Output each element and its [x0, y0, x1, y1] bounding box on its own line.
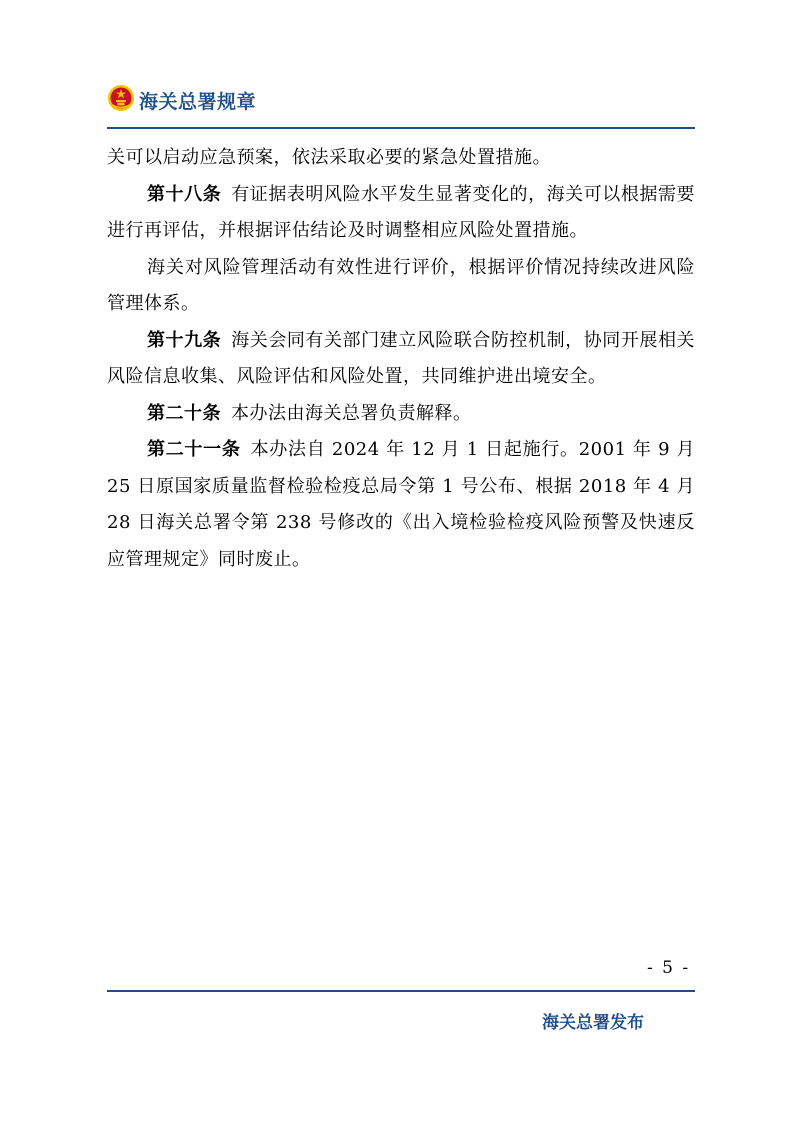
- article-number: 第十八条: [147, 183, 222, 205]
- article-21: [107, 432, 695, 578]
- article-18: [107, 177, 695, 250]
- article-number: 第十九条: [147, 329, 222, 351]
- paragraph: [107, 250, 695, 323]
- page-header: [107, 82, 695, 118]
- document-body: [107, 140, 695, 578]
- article-20: [107, 396, 695, 433]
- article-number: 第二十一条: [147, 439, 241, 460]
- article-text: 本办法自 2024 年 12 月 1 日起施行。2001 年 9 月 25 日原国家质量监督检验检疫总局令第 1 号公布、根据 2018 年 4 月 28 日海关总署令第 238 号修改的《出入境检验检疫风险预警及快速反应管理规定》同时废止。: [107, 439, 696, 570]
- paragraph-continuation: [107, 140, 695, 177]
- article-19: [107, 323, 695, 396]
- article-text: 本办法由海关总署负责解释。: [231, 402, 472, 424]
- footer-divider: [107, 990, 695, 992]
- national-emblem-icon: [107, 84, 135, 112]
- article-text: 海关会同有关部门建立风险联合防控机制，协同开展相关风险信息收集、风险评估和风险处置，共同维护进出境安全。: [107, 329, 696, 387]
- article-number: 第二十条: [147, 402, 221, 424]
- article-text: 有证据表明风险水平发生显著变化的，海关可以根据需要进行再评估，并根据评估结论及时调整相应风险处置措施。: [107, 183, 696, 241]
- paragraph-text: 海关对风险管理活动有效性进行评价，根据评价情况持续改进风险管理体系。: [107, 256, 695, 314]
- footer-publisher: 海关总署发布: [542, 1013, 644, 1033]
- header-title: 海关总署规章: [139, 91, 257, 113]
- page-number: - 5 -: [647, 958, 691, 978]
- paragraph-text: 关可以启动应急预案，依法采取必要的紧急处置措施。: [107, 147, 551, 168]
- header-divider: [107, 127, 695, 129]
